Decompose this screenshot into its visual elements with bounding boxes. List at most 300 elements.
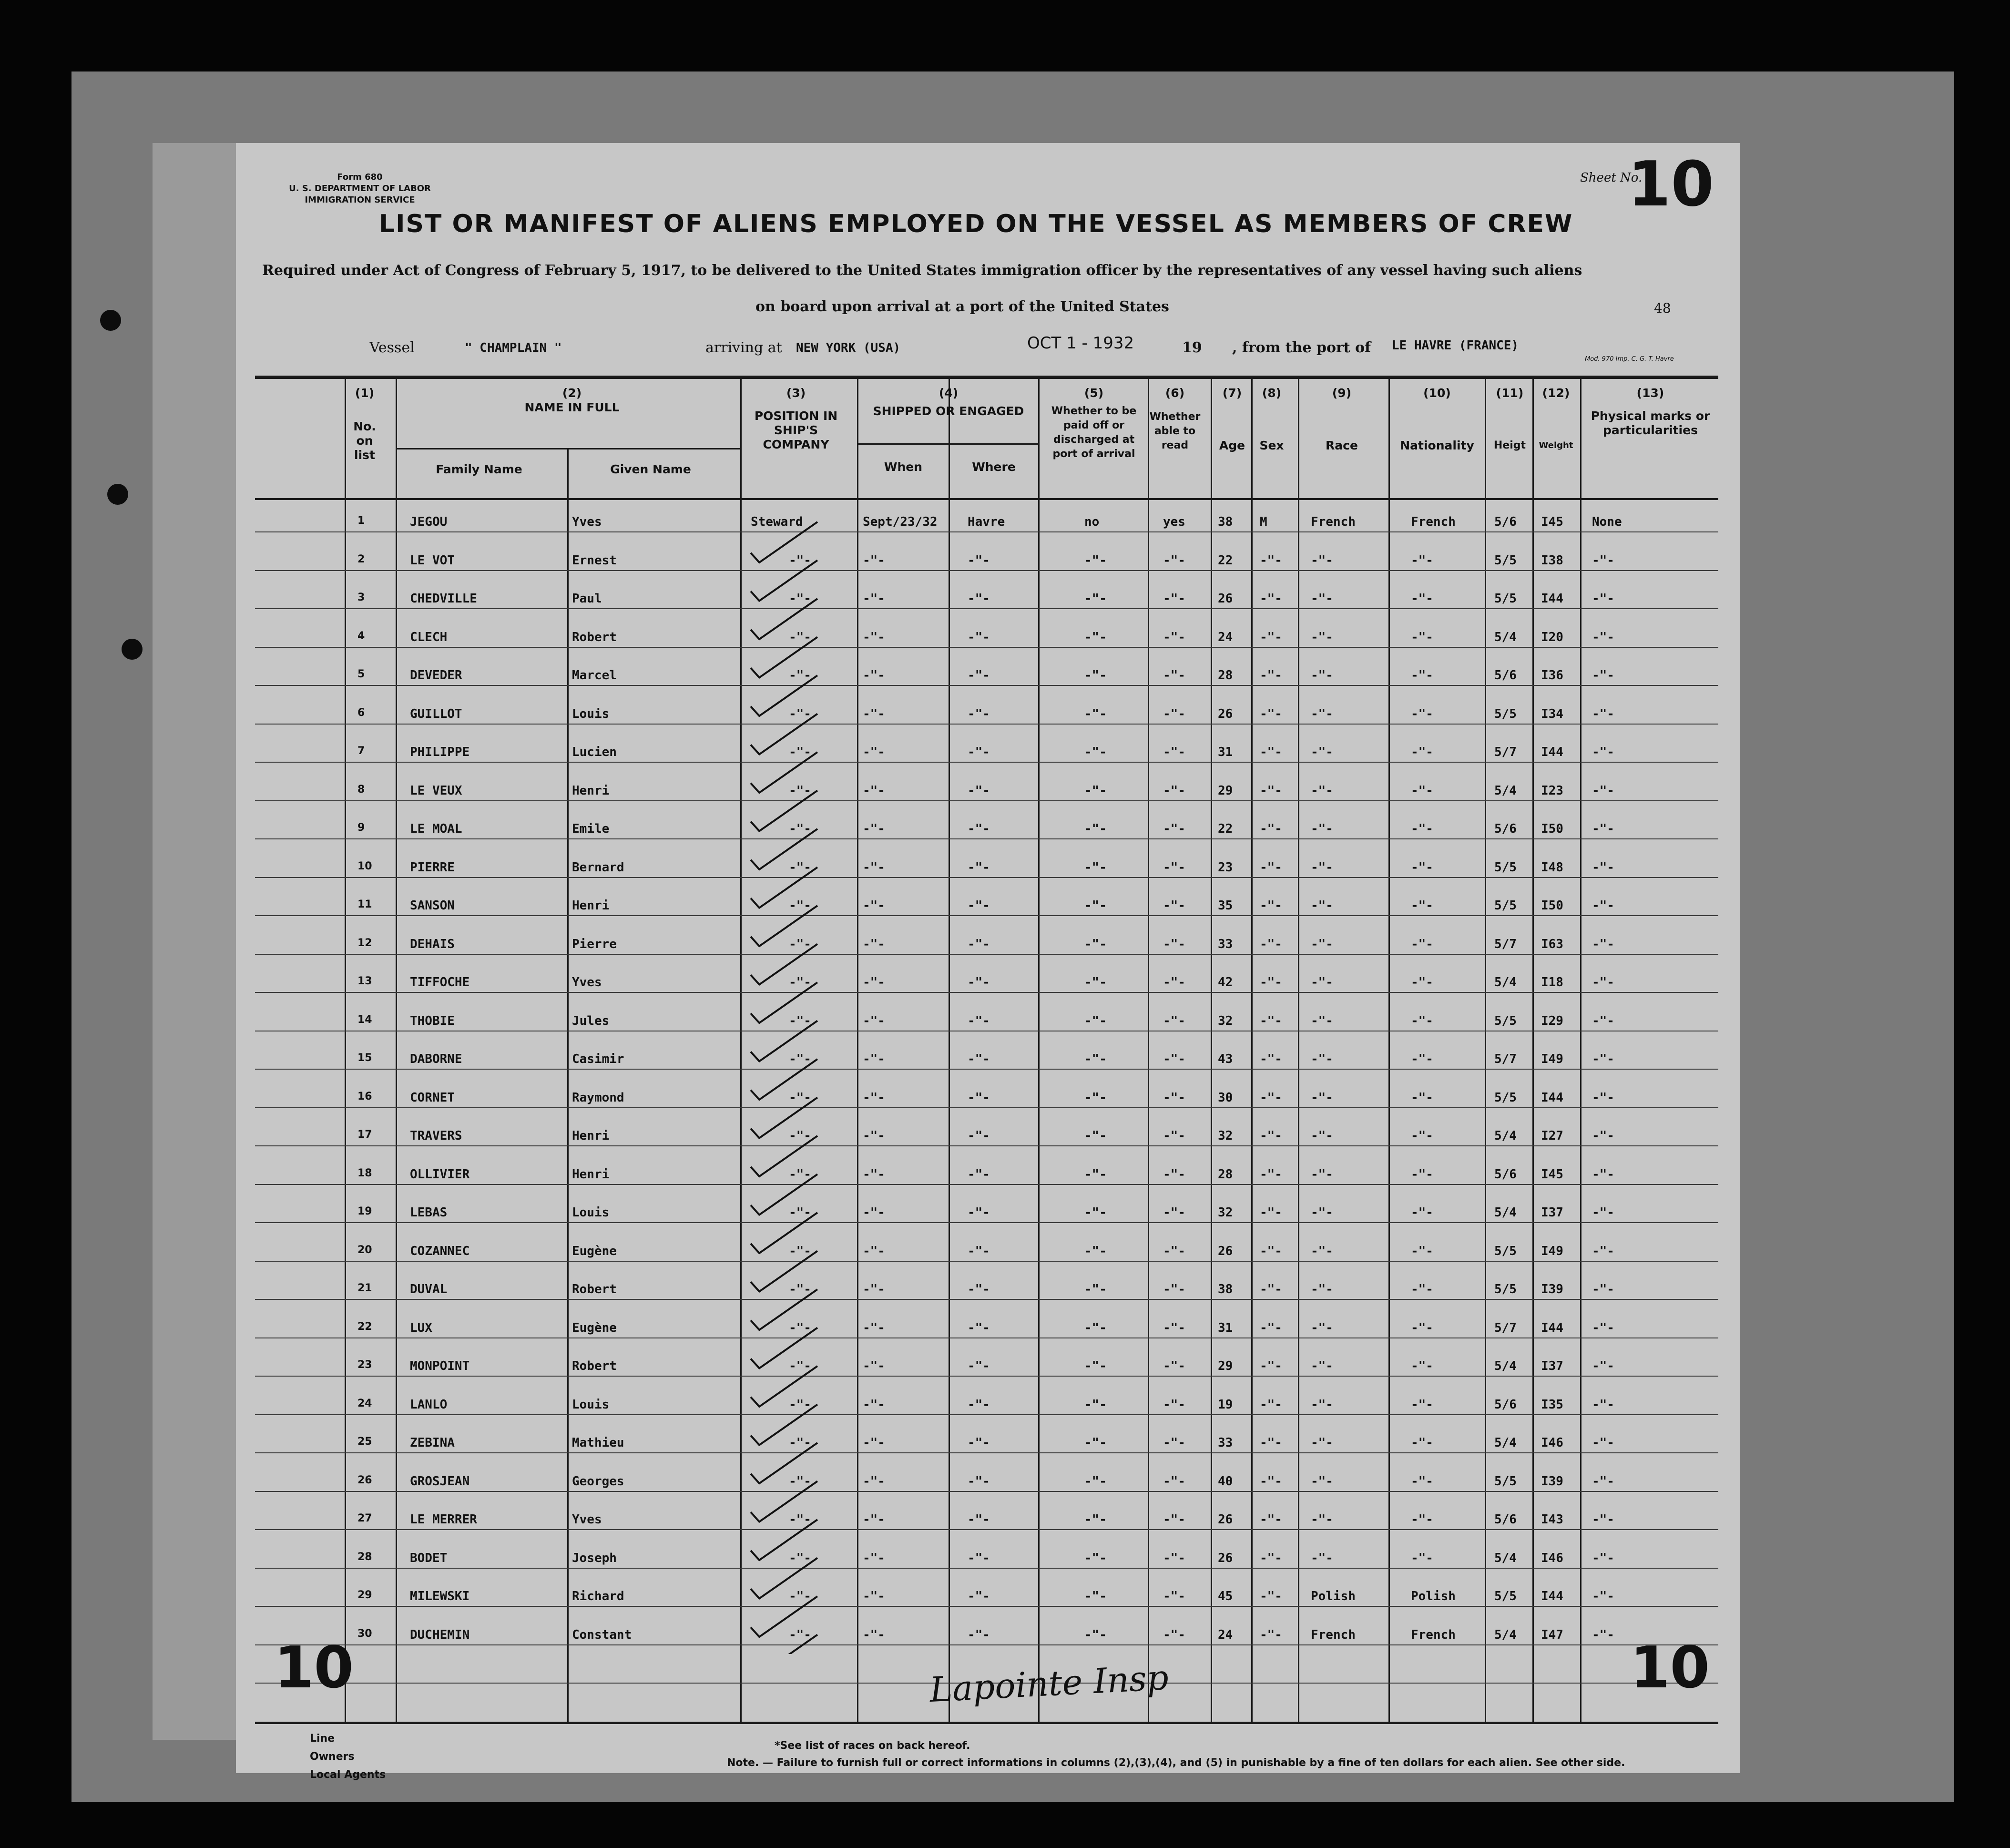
cell-no: 28 [357, 1551, 372, 1563]
cell-read: -"- [1163, 1551, 1185, 1565]
cell-age: 29 [1218, 783, 1233, 798]
cell-position: -"- [789, 1320, 811, 1335]
check-stroke [751, 1481, 817, 1522]
cell-race: French [1311, 1627, 1356, 1642]
cell-read: -"- [1163, 1090, 1185, 1105]
cell-marks: -"- [1592, 1474, 1614, 1489]
col13-header [1582, 386, 1718, 438]
cell-sex: -"- [1260, 1474, 1282, 1489]
subheader-divider [857, 443, 1038, 445]
row-divider [255, 1261, 1718, 1262]
cell-paid: -"- [1084, 1129, 1107, 1143]
cell-given: Casimir [572, 1052, 624, 1066]
cell-weight: I27 [1541, 1129, 1563, 1143]
cell-marks: None [1592, 515, 1622, 529]
cell-position: -"- [789, 1282, 811, 1297]
cell-nationality: -"- [1411, 898, 1433, 913]
cell-height: 5/6 [1494, 668, 1517, 683]
cell-no: 24 [357, 1397, 372, 1409]
check-stroke [751, 1596, 817, 1637]
required-line-2: on board upon arrival at a port of the United States [755, 298, 1169, 315]
cell-nationality: -"- [1411, 1359, 1433, 1373]
cell-paid: -"- [1084, 1551, 1107, 1565]
row-divider [255, 954, 1718, 955]
cell-weight: I29 [1541, 1013, 1563, 1028]
cell-no: 9 [357, 822, 365, 834]
cell-nationality: -"- [1411, 745, 1433, 759]
cell-sex: -"- [1260, 1436, 1282, 1450]
cell-position: -"- [789, 1474, 811, 1489]
col2-number: (2) [562, 386, 582, 400]
table-bottom-border [255, 1722, 1718, 1724]
cell-position: -"- [789, 898, 811, 913]
row-divider [255, 915, 1718, 916]
row-divider [255, 1491, 1718, 1492]
cell-sex: -"- [1260, 1244, 1282, 1258]
cell-race: -"- [1311, 1512, 1333, 1527]
cell-where: -"- [968, 1129, 990, 1143]
col3-number: (3) [786, 386, 806, 400]
cell-where: -"- [968, 592, 990, 606]
check-stroke [751, 1213, 817, 1253]
row-divider [255, 1414, 1718, 1415]
cell-height: 5/6 [1494, 1167, 1517, 1182]
cell-nationality: -"- [1411, 630, 1433, 644]
col8-title: Sex [1259, 439, 1284, 452]
cell-marks: -"- [1592, 1244, 1614, 1258]
cell-weight: I44 [1541, 592, 1563, 606]
cell-marks: -"- [1592, 1627, 1614, 1642]
cell-given: Yves [572, 1512, 602, 1527]
row-divider [255, 724, 1718, 725]
cell-weight: I39 [1541, 1282, 1563, 1297]
cell-read: -"- [1163, 1397, 1185, 1412]
check-stroke [751, 1136, 817, 1176]
cell-family: OLLIVIER [410, 1167, 470, 1182]
check-stroke [751, 675, 817, 716]
col8-header [1253, 386, 1291, 453]
cell-sex: -"- [1260, 1320, 1282, 1335]
cell-height: 5/7 [1494, 745, 1517, 759]
cell-nationality: -"- [1411, 1397, 1433, 1412]
cell-family: MONPOINT [410, 1359, 470, 1373]
cell-position: -"- [789, 668, 811, 683]
bottom-left-number: 10 [274, 1635, 354, 1701]
row-divider [255, 1568, 1718, 1569]
cell-height: 5/6 [1494, 822, 1517, 836]
cell-when: -"- [863, 553, 885, 568]
cell-no: 27 [357, 1512, 372, 1524]
col4-header [860, 386, 1037, 419]
cell-sex: -"- [1260, 937, 1282, 951]
cell-when: -"- [863, 783, 885, 798]
inspector-signature: Lapointe Insp [928, 1657, 1170, 1710]
row-divider [255, 1644, 1718, 1645]
cell-height: 5/5 [1494, 706, 1517, 721]
cell-when: -"- [863, 1512, 885, 1527]
cell-age: 24 [1218, 630, 1233, 644]
cell-marks: -"- [1592, 1551, 1614, 1565]
cell-sex: -"- [1260, 860, 1282, 875]
check-stroke [751, 1635, 817, 1654]
cell-nationality: -"- [1411, 1320, 1433, 1335]
cell-where: -"- [968, 1627, 990, 1642]
cell-where: -"- [968, 1397, 990, 1412]
cell-read: -"- [1163, 1129, 1185, 1143]
cell-when: -"- [863, 1013, 885, 1028]
cell-marks: -"- [1592, 630, 1614, 644]
cell-height: 5/4 [1494, 1359, 1517, 1373]
cell-when: -"- [863, 1167, 885, 1182]
cell-when: -"- [863, 937, 885, 951]
cell-where: -"- [968, 553, 990, 568]
cell-height: 5/7 [1494, 1320, 1517, 1335]
cell-weight: I50 [1541, 898, 1563, 913]
cell-height: 5/4 [1494, 1436, 1517, 1450]
cell-weight: I46 [1541, 1436, 1563, 1450]
cell-nationality: -"- [1411, 975, 1433, 990]
cell-paid: -"- [1084, 1474, 1107, 1489]
cell-family: GROSJEAN [410, 1474, 470, 1489]
page-title: LIST OR MANIFEST OF ALIENS EMPLOYED ON THE VESSEL AS MEMBERS OF CREW [379, 210, 1573, 238]
check-stroke [751, 599, 817, 639]
col6-title: Whether able to read [1149, 411, 1201, 451]
row-divider [255, 877, 1718, 878]
cell-where: -"- [968, 1320, 990, 1335]
cell-weight: I45 [1541, 1167, 1563, 1182]
cell-given: Robert [572, 630, 617, 644]
cell-where: -"- [968, 1282, 990, 1297]
cell-family: DUCHEMIN [410, 1627, 470, 1642]
cell-nationality: -"- [1411, 1052, 1433, 1066]
cell-read: -"- [1163, 1589, 1185, 1603]
cell-paid: -"- [1084, 1205, 1107, 1220]
arriving-port: NEW YORK (USA) [796, 341, 901, 355]
cell-race: -"- [1311, 783, 1333, 798]
cell-family: BODET [410, 1551, 448, 1565]
cell-given: Bernard [572, 860, 624, 875]
cell-when: -"- [863, 898, 885, 913]
cell-where: -"- [968, 630, 990, 644]
check-stroke [751, 791, 817, 831]
cell-position: -"- [789, 553, 811, 568]
cell-no: 20 [357, 1244, 372, 1256]
col2-given-header: Given Name [610, 462, 691, 476]
cell-sex: -"- [1260, 1627, 1282, 1642]
cell-read: -"- [1163, 745, 1185, 759]
cell-given: Louis [572, 1205, 610, 1220]
check-stroke [751, 1021, 817, 1062]
col2-family-header: Family Name [436, 462, 522, 476]
cell-family: LE VOT [410, 553, 455, 568]
cell-weight: I37 [1541, 1205, 1563, 1220]
cell-paid: -"- [1084, 630, 1107, 644]
cell-sex: -"- [1260, 1397, 1282, 1412]
col12-title: Weight [1539, 440, 1573, 450]
row-divider [255, 762, 1718, 763]
cell-paid: -"- [1084, 706, 1107, 721]
bottom-right-number: 10 [1630, 1635, 1710, 1701]
cell-where: -"- [968, 745, 990, 759]
cell-marks: -"- [1592, 937, 1614, 951]
cell-sex: -"- [1260, 592, 1282, 606]
cell-where: -"- [968, 1512, 990, 1527]
cell-age: 26 [1218, 1244, 1233, 1258]
cell-when: -"- [863, 1551, 885, 1565]
cell-no: 2 [357, 553, 365, 565]
check-stroke [751, 1443, 817, 1483]
cell-marks: -"- [1592, 1090, 1614, 1105]
cell-given: Robert [572, 1359, 617, 1373]
cell-where: -"- [968, 706, 990, 721]
cell-age: 26 [1218, 706, 1233, 721]
subcolumn-divider [567, 448, 569, 1722]
cell-height: 5/5 [1494, 860, 1517, 875]
cell-no: 15 [357, 1052, 372, 1064]
cell-position: -"- [789, 1244, 811, 1258]
cell-when: -"- [863, 1359, 885, 1373]
cell-height: 5/4 [1494, 975, 1517, 990]
cell-race: -"- [1311, 668, 1333, 683]
cell-race: -"- [1311, 1320, 1333, 1335]
cell-nationality: -"- [1411, 1282, 1433, 1297]
local-agents-label: Local Agents [310, 1769, 386, 1781]
cell-nationality: -"- [1411, 1244, 1433, 1258]
cell-position: -"- [789, 860, 811, 875]
cell-paid: -"- [1084, 553, 1107, 568]
cell-no: 8 [357, 783, 365, 796]
cell-weight: I46 [1541, 1551, 1563, 1565]
cell-weight: I44 [1541, 1589, 1563, 1603]
cell-nationality: -"- [1411, 1551, 1433, 1565]
cell-sex: -"- [1260, 1013, 1282, 1028]
cell-age: 45 [1218, 1589, 1233, 1603]
cell-marks: -"- [1592, 553, 1614, 568]
cell-age: 33 [1218, 937, 1233, 951]
cell-given: Henri [572, 1167, 610, 1182]
cell-marks: -"- [1592, 1512, 1614, 1527]
table-top-border [255, 376, 1718, 379]
row-divider [255, 1184, 1718, 1185]
column-divider [1485, 379, 1486, 1722]
cell-marks: -"- [1592, 1129, 1614, 1143]
cell-race: -"- [1311, 745, 1333, 759]
cell-marks: -"- [1592, 1397, 1614, 1412]
cell-read: -"- [1163, 706, 1185, 721]
cell-no: 10 [357, 860, 372, 872]
cell-height: 5/4 [1494, 1551, 1517, 1565]
cell-age: 19 [1218, 1397, 1233, 1412]
cell-sex: -"- [1260, 745, 1282, 759]
cell-marks: -"- [1592, 592, 1614, 606]
cell-sex: -"- [1260, 706, 1282, 721]
cell-age: 38 [1218, 515, 1233, 529]
col2-title: NAME IN FULL [524, 400, 620, 414]
cell-position: -"- [789, 1436, 811, 1450]
cell-no: 29 [357, 1589, 372, 1601]
col7-number: (7) [1222, 386, 1242, 400]
from-port: LE HAVRE (FRANCE) [1392, 338, 1519, 353]
cell-nationality: French [1411, 1627, 1456, 1642]
cell-paid: -"- [1084, 822, 1107, 836]
cell-where: -"- [968, 1090, 990, 1105]
col12-number: (12) [1542, 386, 1570, 400]
cell-read: -"- [1163, 1013, 1185, 1028]
cell-marks: -"- [1592, 783, 1614, 798]
cell-paid: -"- [1084, 937, 1107, 951]
cell-where: -"- [968, 1244, 990, 1258]
vessel-name: " CHAMPLAIN " [465, 341, 562, 355]
cell-given: Paul [572, 592, 602, 606]
check-stroke [751, 561, 817, 601]
cell-read: -"- [1163, 1167, 1185, 1182]
cell-read: -"- [1163, 592, 1185, 606]
cell-paid: -"- [1084, 1052, 1107, 1066]
cell-paid: -"- [1084, 1397, 1107, 1412]
cell-weight: I37 [1541, 1359, 1563, 1373]
cell-position: -"- [789, 1205, 811, 1220]
cell-family: LE MOAL [410, 822, 462, 836]
column-divider [857, 379, 858, 1722]
cell-where: -"- [968, 1436, 990, 1450]
cell-family: CLECH [410, 630, 448, 644]
row-divider [255, 647, 1718, 648]
cell-when: -"- [863, 975, 885, 990]
cell-where: -"- [968, 898, 990, 913]
cell-weight: I38 [1541, 553, 1563, 568]
cell-given: Georges [572, 1474, 624, 1489]
cell-no: 19 [357, 1205, 372, 1217]
cell-height: 5/4 [1494, 1129, 1517, 1143]
cell-position: -"- [789, 937, 811, 951]
cell-nationality: -"- [1411, 783, 1433, 798]
cell-age: 30 [1218, 1090, 1233, 1105]
cell-marks: -"- [1592, 1359, 1614, 1373]
check-stroke [751, 1520, 817, 1560]
cell-position: -"- [789, 975, 811, 990]
cell-family: THOBIE [410, 1013, 455, 1028]
cell-race: -"- [1311, 1282, 1333, 1297]
cell-given: Ernest [572, 553, 617, 568]
cell-given: Robert [572, 1282, 617, 1297]
cell-read: -"- [1163, 822, 1185, 836]
cell-nationality: -"- [1411, 1436, 1433, 1450]
cell-when: -"- [863, 1244, 885, 1258]
cell-position: -"- [789, 1397, 811, 1412]
cell-paid: -"- [1084, 1589, 1107, 1603]
cell-weight: I47 [1541, 1627, 1563, 1642]
col9-number: (9) [1332, 386, 1352, 400]
cell-no: 3 [357, 592, 365, 603]
cell-position: -"- [789, 1052, 811, 1066]
cell-sex: -"- [1260, 1167, 1282, 1182]
cell-age: 22 [1218, 822, 1233, 836]
check-stroke [751, 1405, 817, 1445]
cell-age: 26 [1218, 1512, 1233, 1527]
cell-where: -"- [968, 975, 990, 990]
cell-nationality: -"- [1411, 1167, 1433, 1182]
printer-mark: Mod. 970 Imp. C. G. T. Havre [1585, 356, 1674, 363]
col4-number: (4) [939, 386, 959, 400]
cell-height: 5/5 [1494, 1090, 1517, 1105]
check-stroke [751, 1059, 817, 1100]
cell-where: -"- [968, 1052, 990, 1066]
cell-marks: -"- [1592, 1436, 1614, 1450]
cell-given: Eugène [572, 1320, 617, 1335]
cell-race: -"- [1311, 592, 1333, 606]
cell-family: CHEDVILLE [410, 592, 477, 606]
cell-family: TIFFOCHE [410, 975, 470, 990]
check-stroke [751, 714, 817, 755]
check-stroke [751, 906, 817, 946]
cell-position: -"- [789, 1013, 811, 1028]
row-divider [255, 800, 1718, 801]
check-stroke [751, 1366, 817, 1407]
cell-age: 24 [1218, 1627, 1233, 1642]
cell-when: -"- [863, 1397, 885, 1412]
cell-nationality: -"- [1411, 1205, 1433, 1220]
cell-age: 26 [1218, 1551, 1233, 1565]
col4-title: SHIPPED OR ENGAGED [873, 404, 1024, 418]
cell-given: Pierre [572, 937, 617, 951]
col9-title: Race [1326, 439, 1358, 452]
cell-paid: no [1084, 515, 1100, 529]
cell-when: -"- [863, 1320, 885, 1335]
from-port-label: , from the port of [1232, 339, 1371, 356]
cell-when: -"- [863, 860, 885, 875]
row-divider [255, 1529, 1718, 1530]
cell-no: 1 [357, 515, 365, 527]
cell-position: -"- [789, 1627, 811, 1642]
cell-nationality: -"- [1411, 860, 1433, 875]
cell-height: 5/7 [1494, 937, 1517, 951]
column-divider [740, 379, 742, 1722]
cell-family: DABORNE [410, 1052, 462, 1066]
cell-sex: -"- [1260, 553, 1282, 568]
cell-family: SANSON [410, 898, 455, 913]
cell-weight: I63 [1541, 937, 1563, 951]
cell-height: 5/5 [1494, 1589, 1517, 1603]
col4-where-header: Where [972, 460, 1016, 474]
column-divider [1038, 379, 1040, 1722]
vessel-label: Vessel [369, 339, 415, 356]
cell-nationality: -"- [1411, 822, 1433, 836]
cell-paid: -"- [1084, 1512, 1107, 1527]
col5-header [1039, 386, 1149, 461]
cell-age: 32 [1218, 1205, 1233, 1220]
cell-sex: -"- [1260, 1551, 1282, 1565]
cell-nationality: -"- [1411, 1090, 1433, 1105]
cell-given: Yves [572, 975, 602, 990]
cell-weight: I44 [1541, 1320, 1563, 1335]
cell-paid: -"- [1084, 860, 1107, 875]
cell-position: -"- [789, 1090, 811, 1105]
cell-when: -"- [863, 1129, 885, 1143]
cell-read: -"- [1163, 630, 1185, 644]
cell-sex: -"- [1260, 1589, 1282, 1603]
cell-age: 32 [1218, 1013, 1233, 1028]
cell-family: ZEBINA [410, 1436, 455, 1450]
cell-read: -"- [1163, 553, 1185, 568]
cell-no: 16 [357, 1090, 372, 1103]
cell-weight: I36 [1541, 668, 1563, 683]
col12-header [1533, 386, 1579, 453]
cell-height: 5/5 [1494, 1013, 1517, 1028]
cell-sex: -"- [1260, 1205, 1282, 1220]
cell-height: 5/6 [1494, 515, 1517, 529]
cell-sex: -"- [1260, 822, 1282, 836]
cell-no: 14 [357, 1013, 372, 1026]
